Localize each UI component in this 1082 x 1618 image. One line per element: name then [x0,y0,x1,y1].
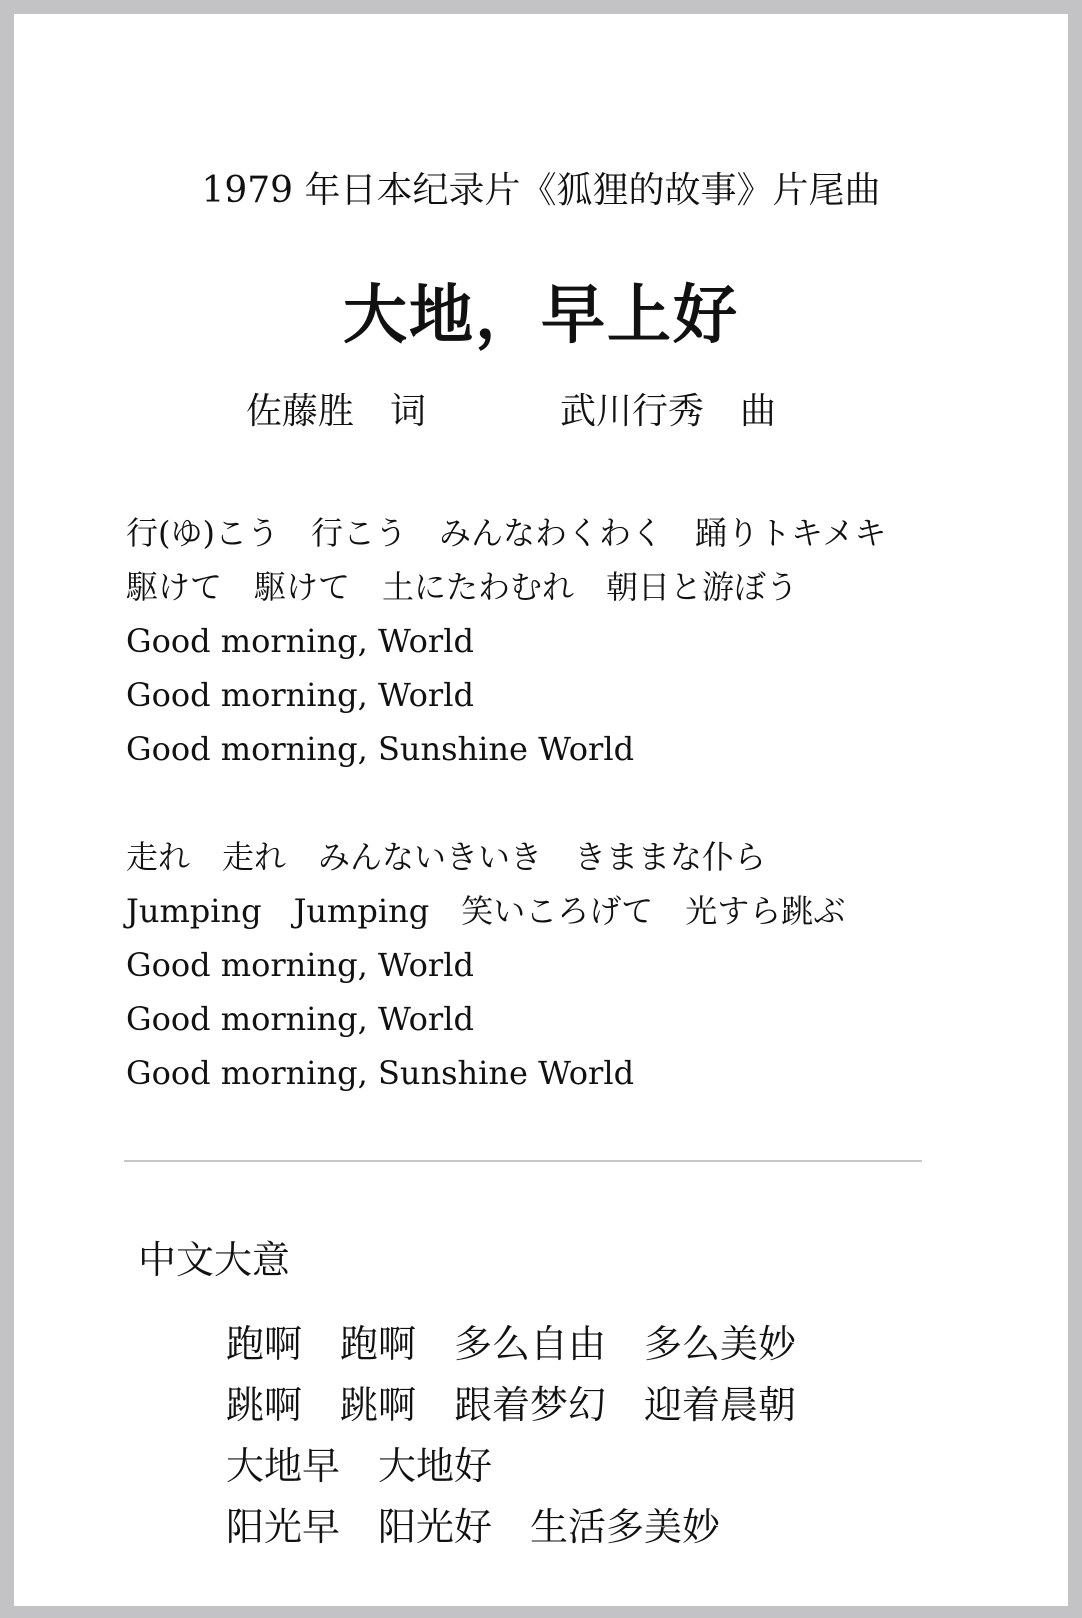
lyricist-credit: 佐藤胜 词 [246,391,427,432]
composer-credit: 武川行秀 曲 [560,391,777,432]
lyric-line: Good morning, World [126,1000,474,1038]
song-subtitle: 1979 年日本纪录片《狐狸的故事》片尾曲 [201,170,881,211]
lyric-line: Good morning, Sunshine World [126,730,635,768]
lyric-line: Jumping Jumping 笑いころげて 光すら跳ぶ [126,892,846,930]
translation-line: 跑啊 跑啊 多么自由 多么美妙 [226,1322,797,1366]
lyric-line: Good morning, World [126,676,474,714]
lyrics-stanza-2 [126,830,1026,1100]
lyric-line: Good morning, World [126,946,474,984]
lyric-line: 走れ 走れ みんないきいき きままな仆ら [126,838,767,876]
lyric-line: Good morning, Sunshine World [126,1054,635,1092]
section-divider [124,1160,922,1162]
song-title: 大地，早上好 [343,278,739,353]
lyric-line: 行(ゆ)こう 行こう みんなわくわく 踊りトキメキ [126,514,887,552]
lyrics-stanza-1 [126,506,1026,776]
chinese-translation [226,1314,796,1558]
japanese-lyrics [126,506,1026,1100]
lyric-line: Good morning, World [126,622,474,660]
translation-line: 跳啊 跳啊 跟着梦幻 迎着晨朝 [226,1383,797,1427]
lyric-line: 駆けて 駆けて 土にたわむれ 朝日と游ぼう [126,568,799,606]
lyrics-sheet [14,14,1068,1606]
translation-heading: 中文大意 [138,1238,291,1282]
translation-line: 大地早 大地好 [226,1444,493,1488]
translation-line: 阳光早 阳光好 生活多美妙 [226,1505,721,1549]
